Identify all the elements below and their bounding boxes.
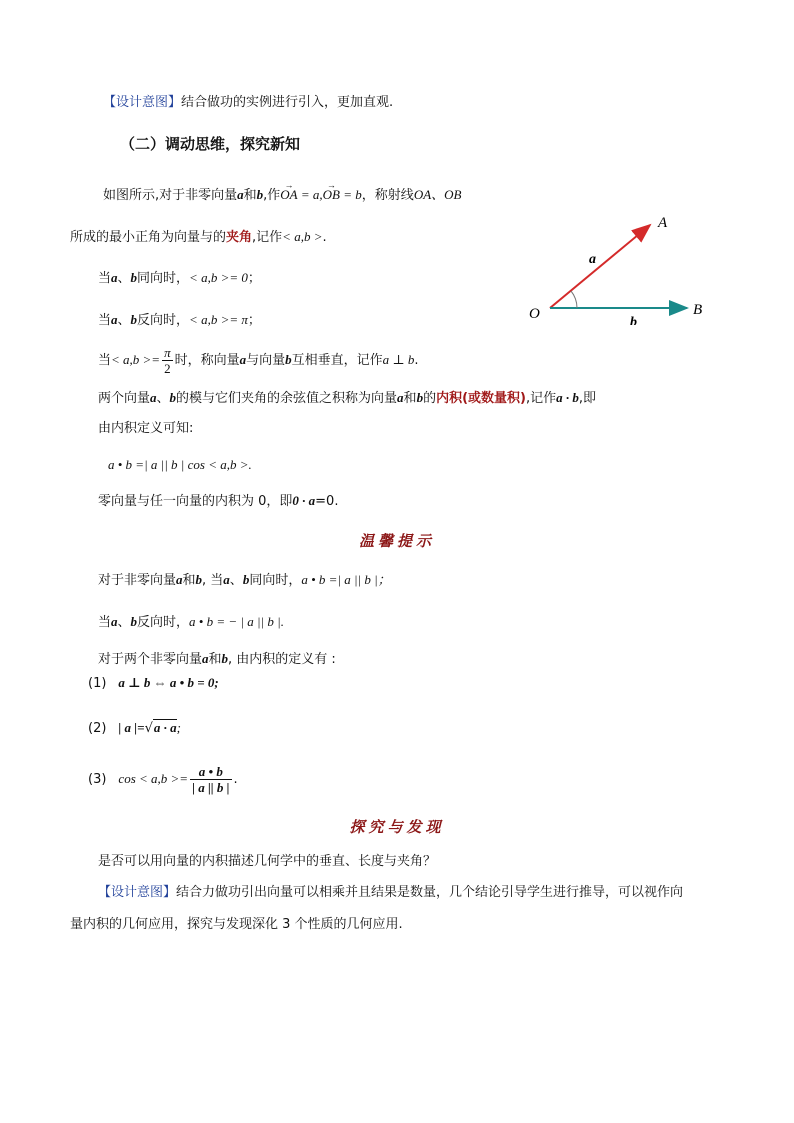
label-a: a — [589, 252, 596, 267]
text: 、 — [156, 391, 170, 406]
formula: | a |= — [118, 720, 145, 735]
text: 与向量 — [246, 353, 286, 368]
design-intent-label: 【设计意图】 — [103, 95, 182, 110]
vector-a: a — [223, 572, 230, 587]
vector-b: b — [285, 352, 292, 367]
text: , 由内积的定义有 : — [228, 652, 336, 667]
term-inner-product: 内积(或数量积) — [436, 391, 526, 406]
numerator: a • b — [190, 764, 231, 780]
text: ; — [176, 720, 181, 735]
definition-line-1 — [103, 186, 461, 205]
math: = a, — [297, 187, 323, 202]
vector-a: a — [111, 312, 118, 327]
design-intent-text: 结合做功的实例进行引入，更加直观. — [181, 95, 394, 110]
formula: a • b = − | a || b |. — [189, 614, 284, 629]
design-intent-1 — [103, 94, 393, 112]
vector-b: b — [256, 187, 264, 202]
vector-a-arrow — [550, 225, 650, 308]
vector-a: a — [176, 572, 183, 587]
design-intent-2 — [98, 884, 683, 902]
text: ,作 — [263, 188, 281, 203]
term-angle: 夹角 — [226, 230, 253, 245]
zero-formula: 0 · a — [292, 493, 316, 508]
perp-notation: a ⊥ b — [382, 352, 415, 367]
text: 反向时， — [137, 313, 190, 328]
formula: a • b =| a || b |； — [301, 572, 391, 587]
label-O: O — [529, 306, 540, 322]
rays: OA、OB — [413, 187, 462, 202]
formula: a ⊥ b ⇔ a • b = 0; — [118, 675, 219, 690]
inner-product-formula: a • b =| a || b | cos < a,b >. — [108, 457, 252, 472]
fraction-pi-over-2 — [162, 345, 173, 376]
text: 当 — [98, 313, 112, 328]
radicand: a · a — [153, 720, 177, 735]
text: . — [414, 353, 419, 368]
tip-title: 温馨提示 — [358, 532, 435, 550]
text: 、 — [117, 313, 131, 328]
vector-b: b — [195, 572, 203, 587]
text: 、 — [117, 271, 131, 286]
text: 和 — [403, 391, 417, 406]
text: 互相垂直，记作 — [291, 353, 383, 368]
explore-title: 探究与发现 — [349, 818, 445, 836]
vector-b: b — [130, 312, 138, 327]
label-A: A — [658, 215, 668, 231]
label-B: B — [693, 302, 703, 318]
vector-b: b — [221, 651, 229, 666]
property-number: (2) — [88, 721, 107, 736]
text: ； — [247, 313, 261, 328]
text: 、 — [117, 615, 131, 630]
vector-a: a — [202, 651, 209, 666]
definition-line-2 — [70, 228, 327, 247]
text: . — [233, 772, 238, 787]
case-opposite-direction — [98, 311, 261, 330]
text: =0. — [315, 494, 339, 509]
text: ； — [247, 271, 261, 286]
property-3 — [88, 762, 238, 797]
vector-angle-figure — [515, 205, 735, 325]
case-perpendicular — [98, 344, 419, 377]
text: 时，称向量 — [174, 353, 240, 368]
text: 的 — [423, 391, 437, 406]
text: 所成的最小正角为向量与的 — [70, 230, 227, 245]
text: ，称射线 — [361, 188, 414, 203]
text: 零向量与任一向量的内积为 0，即 — [98, 494, 293, 509]
vector-a: a — [397, 390, 404, 405]
vector-a: a — [239, 352, 247, 367]
text: 的模与它们夹角的余弦值之积称为向量 — [176, 391, 398, 406]
design-intent-label: 【设计意图】 — [98, 885, 177, 900]
design-intent-2-cont: 量内积的几何应用，探究与发现深化 3 个性质的几何应用. — [70, 917, 403, 932]
fraction — [190, 764, 231, 795]
from-definition: 由内积定义可知: — [98, 421, 194, 436]
text: . — [322, 230, 327, 245]
vector-b: b — [130, 614, 138, 629]
inner-product-definition — [98, 389, 596, 408]
text: 和 — [243, 188, 257, 203]
vector-a: a — [111, 270, 118, 285]
formula: < a,b >= — [111, 352, 161, 367]
explore-question: 是否可以用向量的内积描述几何学中的垂直、长度与夹角？ — [98, 854, 437, 869]
label-b: b — [630, 315, 637, 325]
vector-oa: → OA — [280, 186, 297, 204]
text: 和 — [182, 573, 196, 588]
angle-arc — [571, 291, 577, 308]
text: 如图所示,对于非零向量 — [103, 188, 238, 203]
text: 当 — [98, 615, 112, 630]
zero-vector-line — [98, 492, 338, 511]
vector-a: a — [111, 614, 118, 629]
formula: < a,b >= π — [189, 312, 248, 327]
denominator: 2 — [164, 361, 171, 376]
text: ,记作 — [252, 230, 283, 245]
property-number: (1) — [88, 676, 107, 691]
angle-notation: < a,b > — [282, 229, 323, 244]
text: 同向时， — [249, 573, 302, 588]
denominator: | a || b | — [192, 780, 230, 795]
vector-b: b — [242, 572, 250, 587]
text: 同向时， — [137, 271, 190, 286]
section-title: （二）调动思维，探究新知 — [120, 135, 301, 153]
text: , 当 — [202, 573, 224, 588]
inner-notation: a · b — [556, 390, 579, 405]
property-1 — [88, 674, 219, 693]
property-2 — [88, 719, 181, 738]
text: 和 — [208, 652, 222, 667]
text: 对于两个非零向量 — [98, 652, 203, 667]
tip-line-1 — [98, 571, 391, 590]
vector-ob: → OB — [323, 186, 340, 204]
formula: < a,b >= 0 — [189, 270, 248, 285]
vector-a: a — [237, 187, 244, 202]
text: ,即 — [578, 391, 596, 406]
text: 两个向量 — [98, 391, 151, 406]
text: ,记作 — [525, 391, 557, 406]
text: 、 — [229, 573, 243, 588]
text: 反向时， — [137, 615, 190, 630]
sqrt-sign: √ — [144, 721, 153, 736]
property-number: (3) — [88, 772, 107, 787]
design-intent-text: 结合力做功引出向量可以相乘并且结果是数量，几个结论引导学生进行推导，可以视作向 — [176, 885, 684, 900]
math: = b — [340, 187, 362, 202]
text: 当 — [98, 271, 112, 286]
vector-a: a — [150, 390, 157, 405]
text: 当 — [98, 353, 112, 368]
vector-b: b — [416, 390, 424, 405]
tip-line-2 — [98, 613, 284, 632]
text: 对于非零向量 — [98, 573, 177, 588]
formula: cos < a,b >= — [118, 771, 189, 786]
numerator: π — [164, 345, 171, 360]
case-same-direction — [98, 269, 261, 288]
vector-b: b — [169, 390, 177, 405]
properties-intro — [98, 650, 336, 669]
vector-b: b — [130, 270, 138, 285]
